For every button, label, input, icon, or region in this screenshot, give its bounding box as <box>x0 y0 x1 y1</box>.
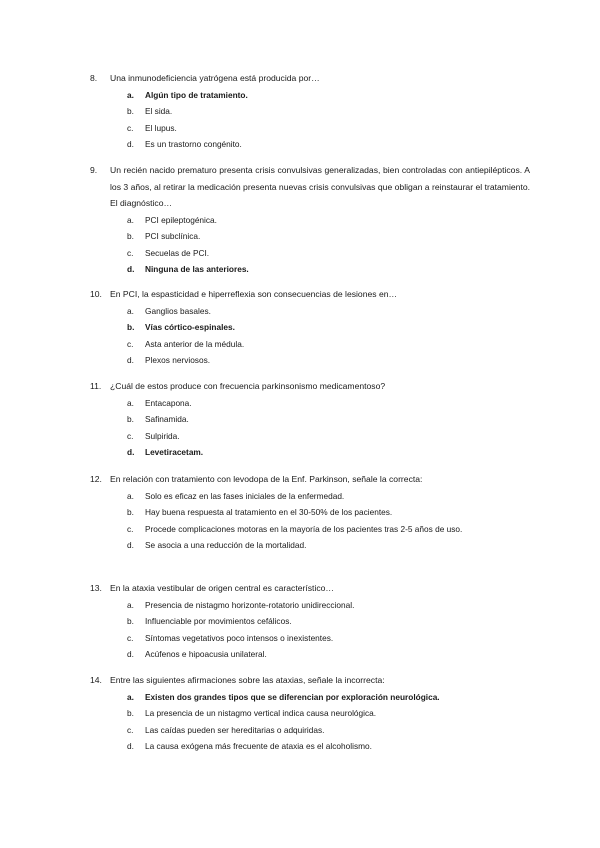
question-text: Una inmunodeficiencia yatrógena está producida por… <box>110 73 320 83</box>
question-14 <box>90 672 530 755</box>
option-text: Síntomas vegetativos poco intensos o inexistentes. <box>145 632 334 643</box>
question-text: En PCI, la espasticidad e hiperreflexia son consecuencias de lesiones en… <box>110 289 398 299</box>
option-letter: b. <box>127 507 134 518</box>
option-text: Se asocia a una reducción de la mortalidad. <box>145 540 307 551</box>
option-letter: c. <box>127 430 134 441</box>
option-letter: d. <box>127 649 134 660</box>
option-c <box>90 630 530 647</box>
question-text: Entre las siguientes afirmaciones sobre las ataxias, señale la incorrecta: <box>110 675 385 685</box>
option-d <box>90 136 530 153</box>
option-text: Vías córtico-espinales. <box>145 322 235 333</box>
option-c <box>90 120 530 137</box>
option-text: Asta anterior de la médula. <box>145 338 245 349</box>
option-a <box>90 488 530 505</box>
option-text: El sida. <box>145 106 173 117</box>
option-text: Acúfenos e hipoacusia unilateral. <box>145 649 267 660</box>
option-b <box>90 705 530 722</box>
question-text: En la ataxia vestibular de origen central es característico… <box>110 583 335 593</box>
option-text: Hay buena respuesta al tratamiento en el 30-50% de los pacientes. <box>145 507 393 518</box>
option-d <box>90 444 530 461</box>
option-text: Levetiracetam. <box>145 447 204 458</box>
question-number: 8. <box>90 73 98 83</box>
option-a <box>90 212 530 229</box>
question-stem <box>90 580 530 597</box>
option-letter: d. <box>127 264 135 275</box>
option-letter: b. <box>127 106 134 117</box>
option-letter: c. <box>127 122 134 133</box>
option-letter: b. <box>127 616 134 627</box>
option-b <box>90 228 530 245</box>
options-list <box>90 303 530 369</box>
option-text: Plexos nerviosos. <box>145 355 211 366</box>
option-text: PCI epileptogénica. <box>145 214 217 225</box>
question-number: 9. <box>90 165 98 175</box>
question-8 <box>90 70 530 153</box>
option-text: Ninguna de las anteriores. <box>145 264 249 275</box>
options-list <box>90 212 530 278</box>
option-a <box>90 597 530 614</box>
option-letter: b. <box>127 322 135 333</box>
option-d <box>90 261 530 278</box>
question-11 <box>90 378 530 461</box>
question-number: 12. <box>90 474 102 484</box>
option-text: Las caídas pueden ser hereditarias o adquiridas. <box>145 724 325 735</box>
option-b <box>90 504 530 521</box>
question-12 <box>90 471 530 554</box>
option-c <box>90 336 530 353</box>
option-letter: b. <box>127 708 134 719</box>
options-list <box>90 488 530 554</box>
option-d <box>90 646 530 663</box>
question-text: Un recién nacido prematuro presenta crisis convulsivas generalizadas, bien controladas con antiepilépticos. A los 3 años, al retirar la medicación presenta nuevas crisis convulsivas que obligan a reinstaurar el tratamiento. El diagnóstico… <box>110 165 530 208</box>
options-list <box>90 395 530 461</box>
question-stem <box>90 70 530 87</box>
option-c <box>90 722 530 739</box>
option-letter: d. <box>127 447 135 458</box>
option-text: El lupus. <box>145 122 177 133</box>
option-a <box>90 395 530 412</box>
option-letter: c. <box>127 632 134 643</box>
option-letter: c. <box>127 724 134 735</box>
option-letter: b. <box>127 414 134 425</box>
option-letter: d. <box>127 741 134 752</box>
question-number: 10. <box>90 289 102 299</box>
option-d <box>90 537 530 554</box>
option-letter: a. <box>127 214 134 225</box>
option-text: Entacapona. <box>145 397 192 408</box>
question-number: 11. <box>90 381 102 391</box>
option-b <box>90 613 530 630</box>
option-letter: b. <box>127 231 134 242</box>
option-letter: a. <box>127 599 134 610</box>
option-letter: d. <box>127 139 134 150</box>
option-b <box>90 411 530 428</box>
question-text: ¿Cuál de estos produce con frecuencia parkinsonismo medicamentoso? <box>110 381 386 391</box>
option-letter: d. <box>127 355 134 366</box>
option-text: Safinamida. <box>145 414 189 425</box>
option-text: Existen dos grandes tipos que se diferencian por exploración neurológica. <box>145 691 440 702</box>
question-number: 14. <box>90 675 102 685</box>
option-text: Ganglios basales. <box>145 305 211 316</box>
question-stem <box>90 378 530 395</box>
question-text: En relación con tratamiento con levodopa de la Enf. Parkinson, señale la correcta: <box>110 474 423 484</box>
question-9 <box>90 162 530 278</box>
options-list <box>90 597 530 663</box>
option-text: PCI subclínica. <box>145 231 201 242</box>
option-letter: a. <box>127 490 134 501</box>
option-text: Sulpirida. <box>145 430 180 441</box>
option-c <box>90 428 530 445</box>
option-letter: a. <box>127 89 134 100</box>
option-b <box>90 103 530 120</box>
question-stem <box>90 672 530 689</box>
option-letter: c. <box>127 523 134 534</box>
option-text: Secuelas de PCI. <box>145 247 210 258</box>
question-number: 13. <box>90 583 102 593</box>
option-text: La causa exógena más frecuente de ataxia es el alcoholismo. <box>145 741 372 752</box>
option-text: Procede complicaciones motoras en la mayoría de los pacientes tras 2-5 años de uso. <box>145 523 463 534</box>
options-list <box>90 87 530 153</box>
option-text: La presencia de un nistagmo vertical indica causa neurológica. <box>145 708 377 719</box>
option-a <box>90 87 530 104</box>
question-stem <box>90 162 530 212</box>
option-text: Es un trastorno congénito. <box>145 139 242 150</box>
option-text: Presencia de nistagmo horizonte-rotatorio unidireccional. <box>145 599 355 610</box>
options-list <box>90 689 530 755</box>
option-letter: c. <box>127 247 134 258</box>
option-letter: d. <box>127 540 134 551</box>
option-b <box>90 319 530 336</box>
option-text: Algún tipo de tratamiento. <box>145 89 248 100</box>
option-letter: a. <box>127 397 134 408</box>
option-a <box>90 689 530 706</box>
option-letter: a. <box>127 305 134 316</box>
question-10 <box>90 286 530 369</box>
question-stem <box>90 471 530 488</box>
option-c <box>90 521 530 538</box>
question-13 <box>90 580 530 663</box>
option-letter: a. <box>127 691 134 702</box>
option-d <box>90 738 530 755</box>
option-text: Solo es eficaz en las fases iniciales de la enfermedad. <box>145 490 345 501</box>
option-d <box>90 352 530 369</box>
question-stem <box>90 286 530 303</box>
option-text: Influenciable por movimientos cefálicos. <box>145 616 292 627</box>
option-letter: c. <box>127 338 134 349</box>
option-a <box>90 303 530 320</box>
option-c <box>90 245 530 262</box>
